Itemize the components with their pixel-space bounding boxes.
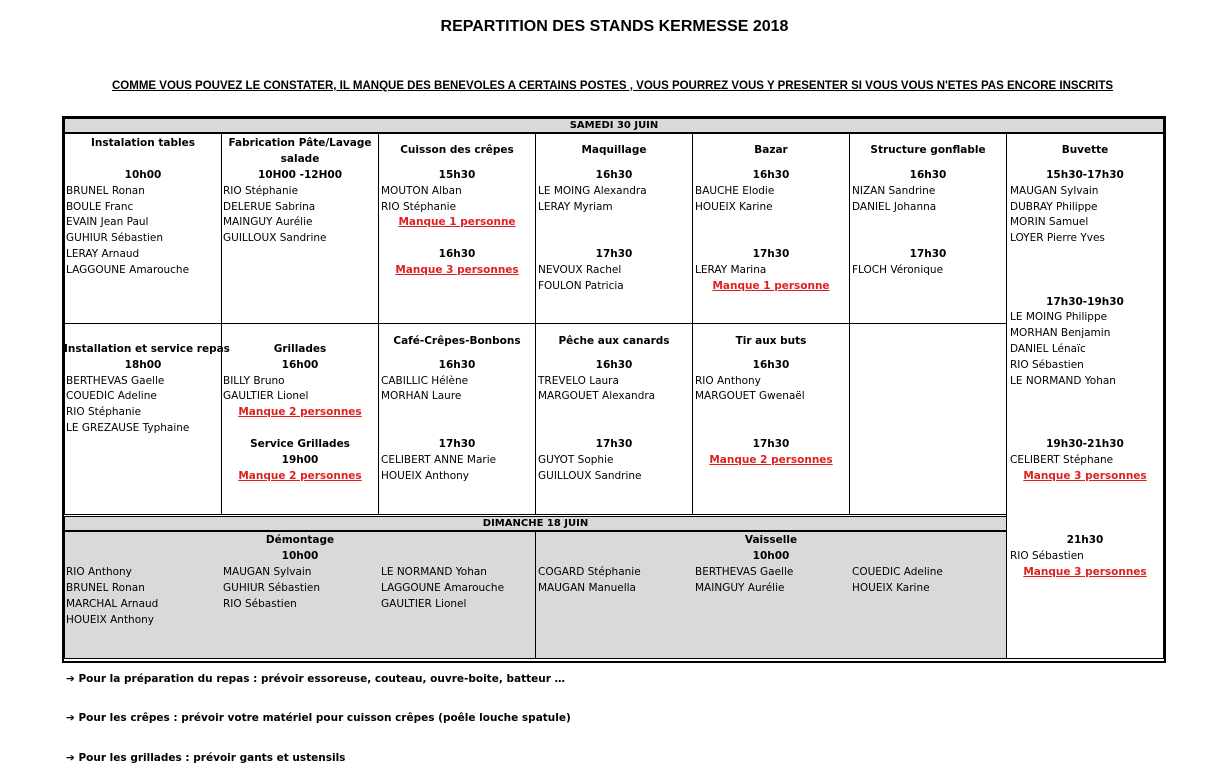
stand-cafe — [378, 323, 536, 515]
time-slot: 15h30 — [438, 169, 476, 181]
stand-tir — [692, 323, 850, 515]
volunteer: LERAY Marina — [695, 264, 767, 276]
volunteer: NIZAN Sandrine — [852, 185, 936, 197]
volunteer: CELIBERT Stéphane — [1010, 454, 1114, 466]
time-slot: 21h30 — [1066, 534, 1104, 546]
missing-volunteers: Manque 3 personnes — [1023, 566, 1147, 578]
time-slot: 16h30 — [909, 169, 947, 181]
time-slot: 17h30 — [752, 248, 790, 260]
volunteer: EVAIN Jean Paul — [66, 216, 149, 228]
volunteer: GUYOT Sophie — [538, 454, 614, 466]
time-slot: 15h30-17h30 — [1046, 169, 1124, 181]
time-slot: 17h30 — [595, 248, 633, 260]
volunteer: NEVOUX Rachel — [538, 264, 622, 276]
missing-volunteers: Manque 3 personnes — [395, 264, 519, 276]
volunteer: MARCHAL Arnaud — [66, 598, 159, 610]
volunteer: RIO Stéphanie — [223, 185, 299, 197]
time-slot: 17h30-19h30 — [1046, 296, 1124, 308]
volunteer: MAUGAN Manuella — [538, 582, 636, 594]
stand-title: Installation et service repas — [64, 343, 230, 355]
stand-title: Structure gonflable — [870, 144, 986, 156]
volunteer: BRUNEL Ronan — [66, 582, 145, 594]
missing-volunteers: Manque 2 personnes — [238, 406, 362, 418]
stand-title: Cuisson des crêpes — [400, 144, 514, 156]
time-slot: 16h30 — [595, 359, 633, 371]
volunteer: LE MOING Alexandra — [538, 185, 647, 197]
missing-volunteers: Manque 2 personnes — [238, 470, 362, 482]
volunteer: COGARD Stéphanie — [538, 566, 641, 578]
missing-volunteers: Manque 3 personnes — [1023, 470, 1147, 482]
time-slot: 18h00 — [124, 359, 162, 371]
volunteer: MAINGUY Aurélie — [223, 216, 313, 228]
volunteer: LE NORMAND Yohan — [1010, 375, 1116, 387]
volunteer: FLOCH Véronique — [852, 264, 944, 276]
missing-volunteers: Manque 2 personnes — [709, 454, 833, 466]
time-slot: 19h00 — [281, 454, 319, 466]
stand-title: Maquillage — [581, 144, 647, 156]
time-slot: 10h00 — [124, 169, 162, 181]
note-grillades — [66, 752, 345, 764]
volunteer: RIO Sébastien — [1010, 359, 1084, 371]
time-slot: 16h00 — [281, 359, 319, 371]
volunteer: TREVELO Laura — [538, 375, 619, 387]
volunteer: LE NORMAND Yohan — [381, 566, 487, 578]
volunteer: FOULON Patricia — [538, 280, 624, 292]
volunteer: MORHAN Laure — [381, 390, 462, 402]
volunteer: BRUNEL Ronan — [66, 185, 145, 197]
volunteer: BOULE Franc — [66, 201, 134, 213]
volunteer: MOUTON Alban — [381, 185, 462, 197]
volunteer: RIO Stéphanie — [66, 406, 142, 418]
volunteer: HOUEIX Karine — [695, 201, 773, 213]
stand-title-line2: salade — [280, 153, 320, 165]
stand-peche — [535, 323, 693, 515]
volunteer: MARGOUET Alexandra — [538, 390, 656, 402]
stand-title: Buvette — [1061, 144, 1109, 156]
volunteer: GAULTIER Lionel — [381, 598, 467, 610]
note-text: Pour les grillades : prévoir gants et ustensils — [78, 752, 346, 764]
page-title: REPARTITION DES STANDS KERMESSE 2018 — [440, 18, 789, 35]
time-slot: 17h30 — [595, 438, 633, 450]
volunteer: DANIEL Lénaïc — [1010, 343, 1086, 355]
volunteer: HOUEIX Anthony — [381, 470, 470, 482]
volunteer: DANIEL Johanna — [852, 201, 937, 213]
volunteer: COUEDIC Adeline — [852, 566, 943, 578]
volunteer: RIO Stéphanie — [381, 201, 457, 213]
note-crepes — [66, 712, 571, 724]
time-slot: 16h30 — [752, 169, 790, 181]
volunteer: MAINGUY Aurélie — [695, 582, 785, 594]
volunteer: HOUEIX Karine — [852, 582, 930, 594]
stand-subtitle: Service Grillades — [250, 438, 350, 450]
arrow-right-icon: ➔ — [66, 712, 75, 724]
time-slot: 10h00 — [752, 550, 790, 562]
note-repas — [66, 673, 565, 685]
volunteer: MAUGAN Sylvain — [1010, 185, 1099, 197]
stand-title: Bazar — [754, 144, 788, 156]
volunteer: GUILLOUX Sandrine — [223, 232, 327, 244]
stand-title: Grillades — [273, 343, 327, 355]
stand-title: Pêche aux canards — [558, 335, 670, 347]
volunteer: BERTHEVAS Gaelle — [66, 375, 165, 387]
volunteer: RIO Sébastien — [1010, 550, 1084, 562]
time-slot: 16h30 — [438, 248, 476, 260]
volunteer: GAULTIER Lionel — [223, 390, 309, 402]
stand-title: Démontage — [265, 534, 335, 546]
volunteer: BILLY Bruno — [223, 375, 285, 387]
arrow-right-icon: ➔ — [66, 673, 75, 685]
stand-maquillage — [535, 133, 693, 324]
time-slot: 17h30 — [752, 438, 790, 450]
missing-volunteers: Manque 1 personne — [398, 216, 516, 228]
volunteer: MAUGAN Sylvain — [223, 566, 312, 578]
time-slot: 17h30 — [909, 248, 947, 260]
volunteer: CABILLIC Hélène — [381, 375, 469, 387]
volunteer: RIO Sébastien — [223, 598, 297, 610]
stand-title: Instalation tables — [91, 137, 195, 149]
volunteer: DUBRAY Philippe — [1010, 201, 1098, 213]
time-slot: 10h00 — [281, 550, 319, 562]
volunteer: MORHAN Benjamin — [1010, 327, 1111, 339]
volunteer: LE GREZAUSE Typhaine — [66, 422, 190, 434]
time-slot: 10H00 -12H00 — [257, 169, 343, 181]
volunteer: MARGOUET Gwenaël — [695, 390, 805, 402]
volunteer: LOYER Pierre Yves — [1010, 232, 1105, 244]
volunteer: LAGGOUNE Amarouche — [66, 264, 190, 276]
time-slot: 19h30-21h30 — [1046, 438, 1124, 450]
sunday-header: DIMANCHE 18 JUIN — [64, 516, 1007, 531]
note-text: Pour la préparation du repas : prévoir essoreuse, couteau, ouvre-boite, batteur … — [78, 673, 566, 685]
volunteer: HOUEIX Anthony — [66, 614, 155, 626]
volunteer: LERAY Myriam — [538, 201, 613, 213]
page-subtitle: COMME VOUS POUVEZ LE CONSTATER, IL MANQUE DES BENEVOLES A CERTAINS POSTES , VOUS POURREZ VOUS Y PRESENTER SI VOUS VOUS N'ETES PAS ENCORE INSCRITS — [112, 80, 1114, 92]
missing-volunteers: Manque 1 personne — [712, 280, 830, 292]
time-slot: 16h30 — [595, 169, 633, 181]
volunteer: RIO Anthony — [66, 566, 132, 578]
volunteer: GUILLOUX Sandrine — [538, 470, 642, 482]
stand-bazar — [692, 133, 850, 324]
volunteer: COUEDIC Adeline — [66, 390, 157, 402]
volunteer: CELIBERT ANNE Marie — [381, 454, 497, 466]
volunteer: BERTHEVAS Gaelle — [695, 566, 794, 578]
volunteer: LE MOING Philippe — [1010, 311, 1108, 323]
arrow-right-icon: ➔ — [66, 752, 75, 764]
stand-title: Tir aux buts — [735, 335, 807, 347]
saturday-header: SAMEDI 30 JUIN — [64, 118, 1164, 133]
volunteer: MORIN Samuel — [1010, 216, 1089, 228]
volunteer: LERAY Arnaud — [66, 248, 140, 260]
volunteer: BAUCHE Elodie — [695, 185, 775, 197]
volunteer: GUHIUR Sébastien — [66, 232, 163, 244]
note-text: Pour les crêpes : prévoir votre matériel pour cuisson crêpes (poêle louche spatule) — [78, 712, 571, 724]
stand-structure — [849, 133, 1007, 324]
volunteer: LAGGOUNE Amarouche — [381, 582, 505, 594]
volunteer: RIO Anthony — [695, 375, 761, 387]
time-slot: 16h30 — [438, 359, 476, 371]
stand-title: Café-Crêpes-Bonbons — [393, 335, 521, 347]
volunteer: DELERUE Sabrina — [223, 201, 316, 213]
time-slot: 16h30 — [752, 359, 790, 371]
stand-title: Fabrication Pâte/Lavage — [228, 137, 372, 149]
time-slot: 17h30 — [438, 438, 476, 450]
stand-title: Vaisselle — [744, 534, 798, 546]
volunteer: GUHIUR Sébastien — [223, 582, 320, 594]
stand-empty — [849, 323, 1007, 515]
